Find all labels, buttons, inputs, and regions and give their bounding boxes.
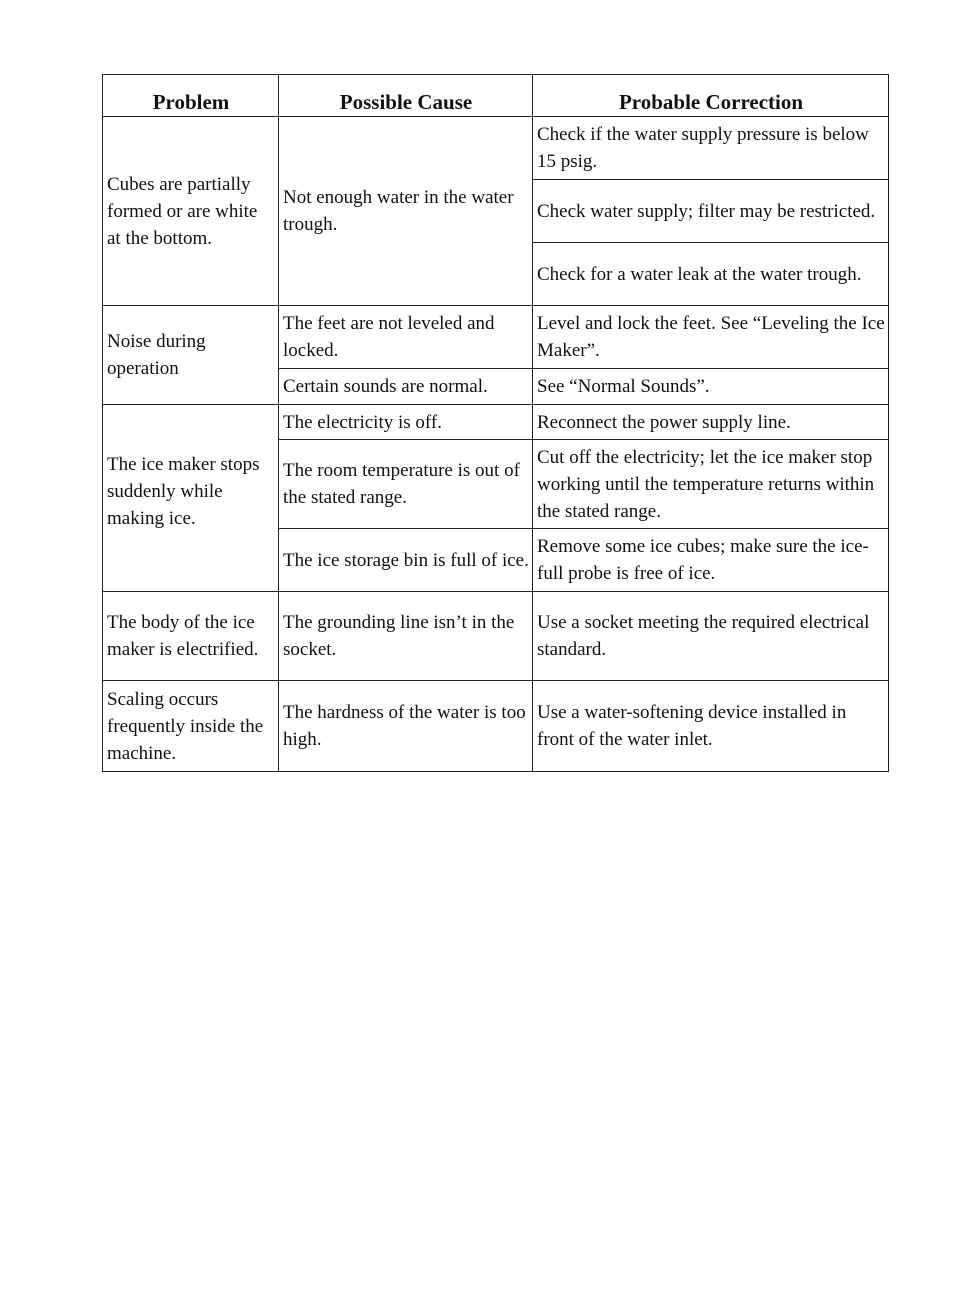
correction-cell: Use a socket meeting the required electrical standard. [533,592,889,681]
table-row [103,117,889,180]
cause-cell: Not enough water in the water trough. [279,117,533,306]
correction-cell: Use a water-softening device installed in front of the water inlet. [533,681,889,772]
cause-cell: The feet are not leveled and locked. [279,306,533,369]
table-row [103,306,889,369]
correction-cell: Cut off the electricity; let the ice maker stop working until the temperature returns within the stated range. [533,440,889,529]
correction-cell: Check water supply; filter may be restricted. [533,180,889,243]
cause-cell: The room temperature is out of the stated range. [279,440,533,529]
correction-cell: Check if the water supply pressure is below 15 psig. [533,117,889,180]
correction-cell: Check for a water leak at the water trough. [533,243,889,306]
table-row [103,405,889,440]
column-header-correction: Probable Correction [533,75,889,117]
correction-cell: See “Normal Sounds”. [533,369,889,405]
problem-cell: The ice maker stops suddenly while making ice. [103,405,279,592]
correction-cell: Reconnect the power supply line. [533,405,889,440]
table-row [103,592,889,681]
problem-cell: The body of the ice maker is electrified. [103,592,279,681]
cause-cell: The ice storage bin is full of ice. [279,529,533,592]
correction-cell: Remove some ice cubes; make sure the ice-full probe is free of ice. [533,529,889,592]
table-header-row [103,75,889,117]
cause-cell: Certain sounds are normal. [279,369,533,405]
cause-cell: The hardness of the water is too high. [279,681,533,772]
troubleshooting-table [102,74,889,772]
correction-cell: Level and lock the feet. See “Leveling the Ice Maker”. [533,306,889,369]
problem-cell: Noise during operation [103,306,279,405]
table-row [103,681,889,772]
problem-cell: Scaling occurs frequently inside the machine. [103,681,279,772]
column-header-cause: Possible Cause [279,75,533,117]
column-header-problem: Problem [103,75,279,117]
cause-cell: The grounding line isn’t in the socket. [279,592,533,681]
problem-cell: Cubes are partially formed or are white at the bottom. [103,117,279,306]
cause-cell: The electricity is off. [279,405,533,440]
